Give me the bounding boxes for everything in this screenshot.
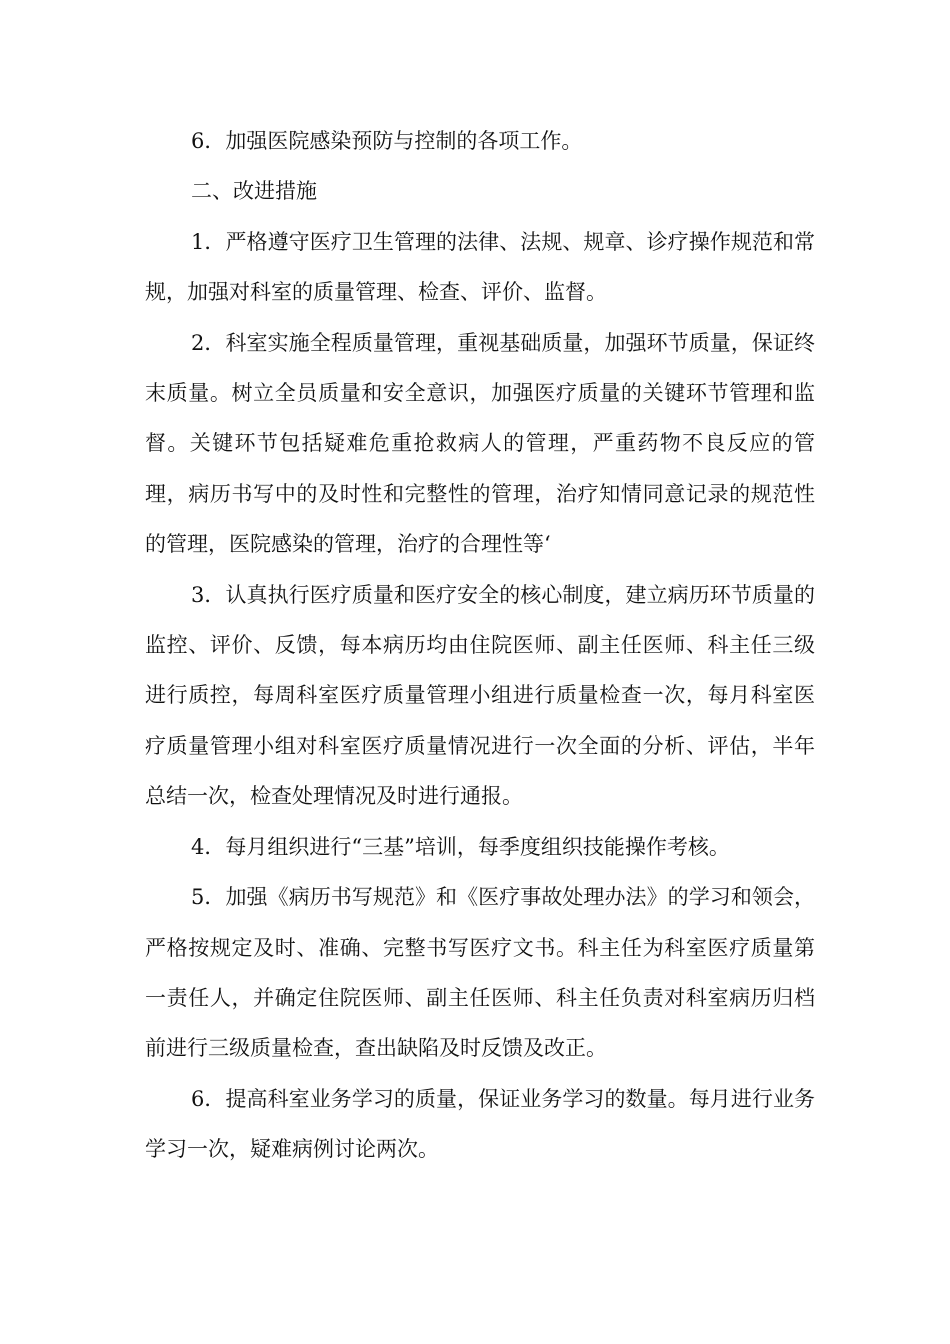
section-heading-improvement-measures: 二、改进措施 <box>191 179 317 204</box>
paragraph-item-6-infection-control: 6．加强医院感染预防与控制的各项工作。 <box>191 129 583 153</box>
paragraph-measure-6: 6．提高科室业务学习的质量，保证业务学习的数量。每月进行业务学习一次，疑难病例讨论两次。 <box>145 1086 815 1162</box>
paragraph-measure-4: 4．每月组织进行“三基”培训，每季度组织技能操作考核。 <box>191 834 730 859</box>
paragraph-measure-1: 1．严格遵守医疗卫生管理的法律、法规、规章、诊疗操作规范和常规，加强对科室的质量管理、检查、评价、监督。 <box>145 229 815 305</box>
paragraph-measure-2: 2．科室实施全程质量管理，重视基础质量，加强环节质量，保证终末质量。树立全员质量和安全意识，加强医疗质量的关键环节管理和监督。关键环节包括疑难危重抢救病人的管理，严重药物不良反应的管理，病历书写中的及时性和完整性的管理，治疗知情同意记录的规范性的管理，医院感染的管理，治疗的合理性等‘ <box>145 330 815 557</box>
document-body <box>145 116 815 1175</box>
paragraph-measure-5: 5．加强《病历书写规范》和《医疗事故处理办法》的学习和领会，严格按规定及时、准确、完整书写医疗文书。科主任为科室医疗质量第一责任人，并确定住院医师、副主任医师、科主任负责对科室病历归档前进行三级质量检查，查出缺陷及时反馈及改正。 <box>145 885 815 1061</box>
paragraph-measure-3: 3．认真执行医疗质量和医疗安全的核心制度，建立病历环节质量的监控、评价、反馈，每本病历均由住院医师、副主任医师、科主任三级进行质控，每周科室医疗质量管理小组进行质量检查一次，每月科室医疗质量管理小组对科室医疗质量情况进行一次全面的分析、评估，半年总结一次，检查处理情况及时进行通报。 <box>145 582 815 809</box>
